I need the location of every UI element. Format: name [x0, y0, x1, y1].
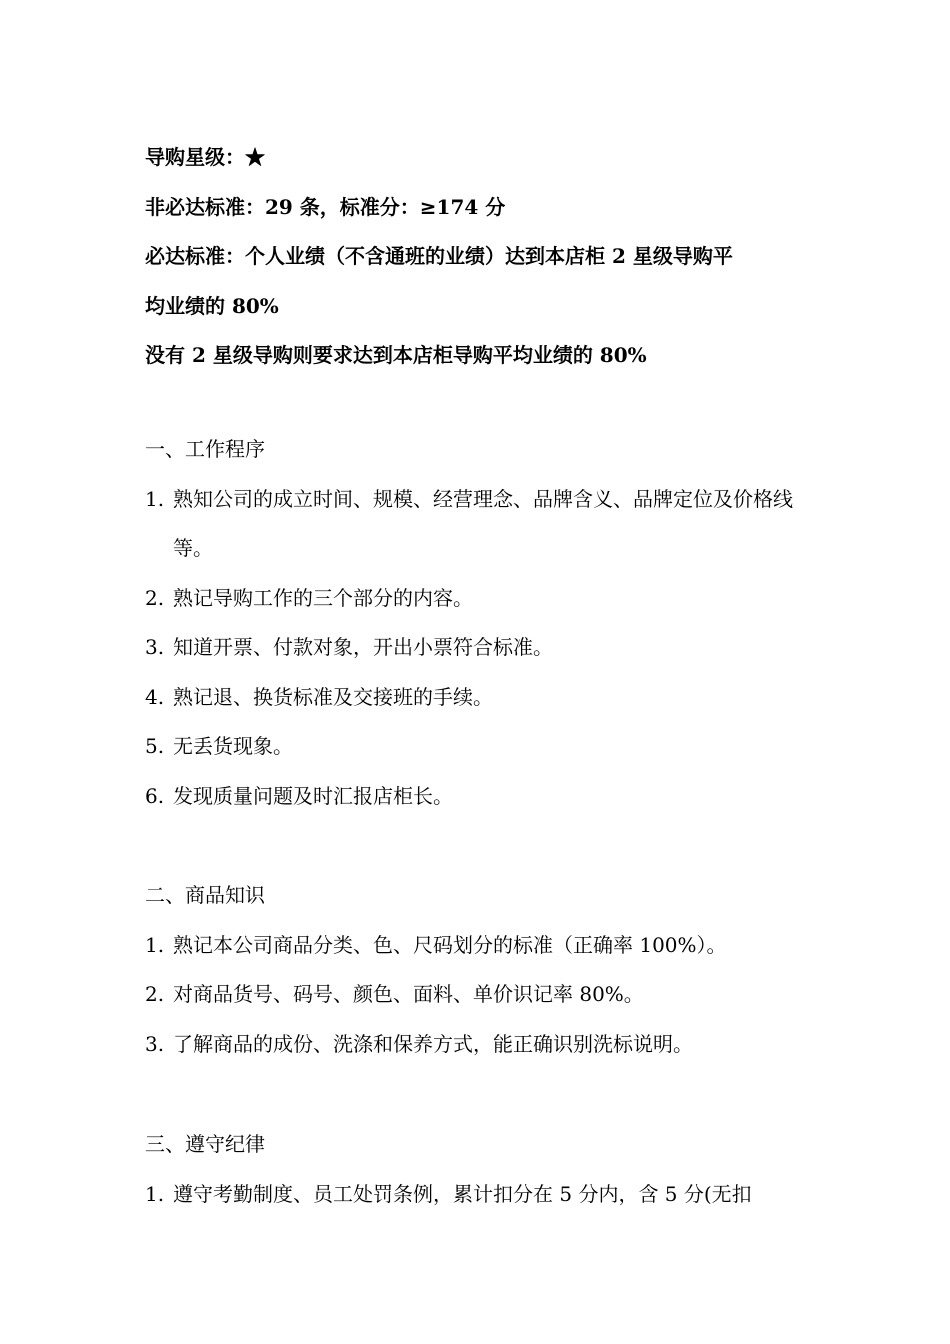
list-item: [145, 970, 825, 1020]
list-item-text: 无丢货现象。: [173, 734, 293, 758]
star-level-line: 导购星级：★: [145, 145, 265, 169]
list-item: [145, 921, 825, 971]
list-item-number: 4.: [145, 684, 165, 709]
list-item: [145, 623, 825, 673]
section-title: 二、商品知识: [145, 883, 265, 907]
list-item-text: 发现质量问题及时汇报店柜长。: [173, 783, 453, 808]
list-item: [145, 722, 825, 772]
list-item-number: 3.: [145, 1031, 165, 1056]
list-item-number: 6.: [145, 783, 165, 808]
list-item-number: 1.: [145, 932, 165, 957]
list-item-number: 1.: [145, 486, 165, 511]
list-item-text: 熟知公司的成立时间、规模、经营理念、品牌含义、品牌定位及价格线等。: [173, 486, 793, 560]
list-item-text: 熟记导购工作的三个部分的内容。: [173, 585, 473, 610]
mandatory-standard-line-3: 没有 2 星级导购则要求达到本店柜导购平均业绩的 80%: [145, 343, 647, 367]
list-item-text: 知道开票、付款对象，开出小票符合标准。: [173, 635, 553, 659]
list-item-text: 对商品货号、码号、颜色、面料、单价识记率 80%。: [173, 982, 644, 1006]
list-item-text: 了解商品的成份、洗涤和保养方式，能正确识别洗标说明。: [173, 1031, 693, 1056]
section-discipline: [145, 1120, 825, 1219]
list-item-number: 1.: [145, 1181, 165, 1206]
list-item-number: 2.: [145, 585, 165, 610]
list-item-text: 熟记退、换货标准及交接班的手续。: [173, 684, 493, 709]
list-item-text: 遵守考勤制度、员工处罚条例，累计扣分在 5 分内，含 5 分(无扣: [173, 1181, 752, 1206]
mandatory-standard-line-1: 必达标准：个人业绩（不含通班的业绩）达到本店柜 2 星级导购平: [145, 244, 733, 268]
list-item: [145, 673, 825, 723]
list-item: [145, 1170, 825, 1220]
list-item-number: 5.: [145, 734, 165, 758]
list-item: [145, 1020, 825, 1070]
list-item: [145, 475, 825, 574]
section-title: 三、遵守纪律: [145, 1132, 265, 1156]
standards-header: [145, 133, 825, 381]
list-item-number: 3.: [145, 635, 165, 659]
list-item-number: 2.: [145, 982, 165, 1006]
list-item: [145, 574, 825, 624]
section-work-procedure: [145, 425, 825, 821]
list-item: [145, 772, 825, 822]
non-mandatory-standard-line: 非必达标准：29 条，标准分：≥174 分: [145, 194, 506, 219]
section-title: 一、工作程序: [145, 437, 265, 461]
list-item-text: 熟记本公司商品分类、色、尺码划分的标准（正确率 100%）。: [173, 932, 727, 957]
mandatory-standard-line-2: 均业绩的 80%: [145, 293, 279, 318]
section-product-knowledge: [145, 871, 825, 1069]
